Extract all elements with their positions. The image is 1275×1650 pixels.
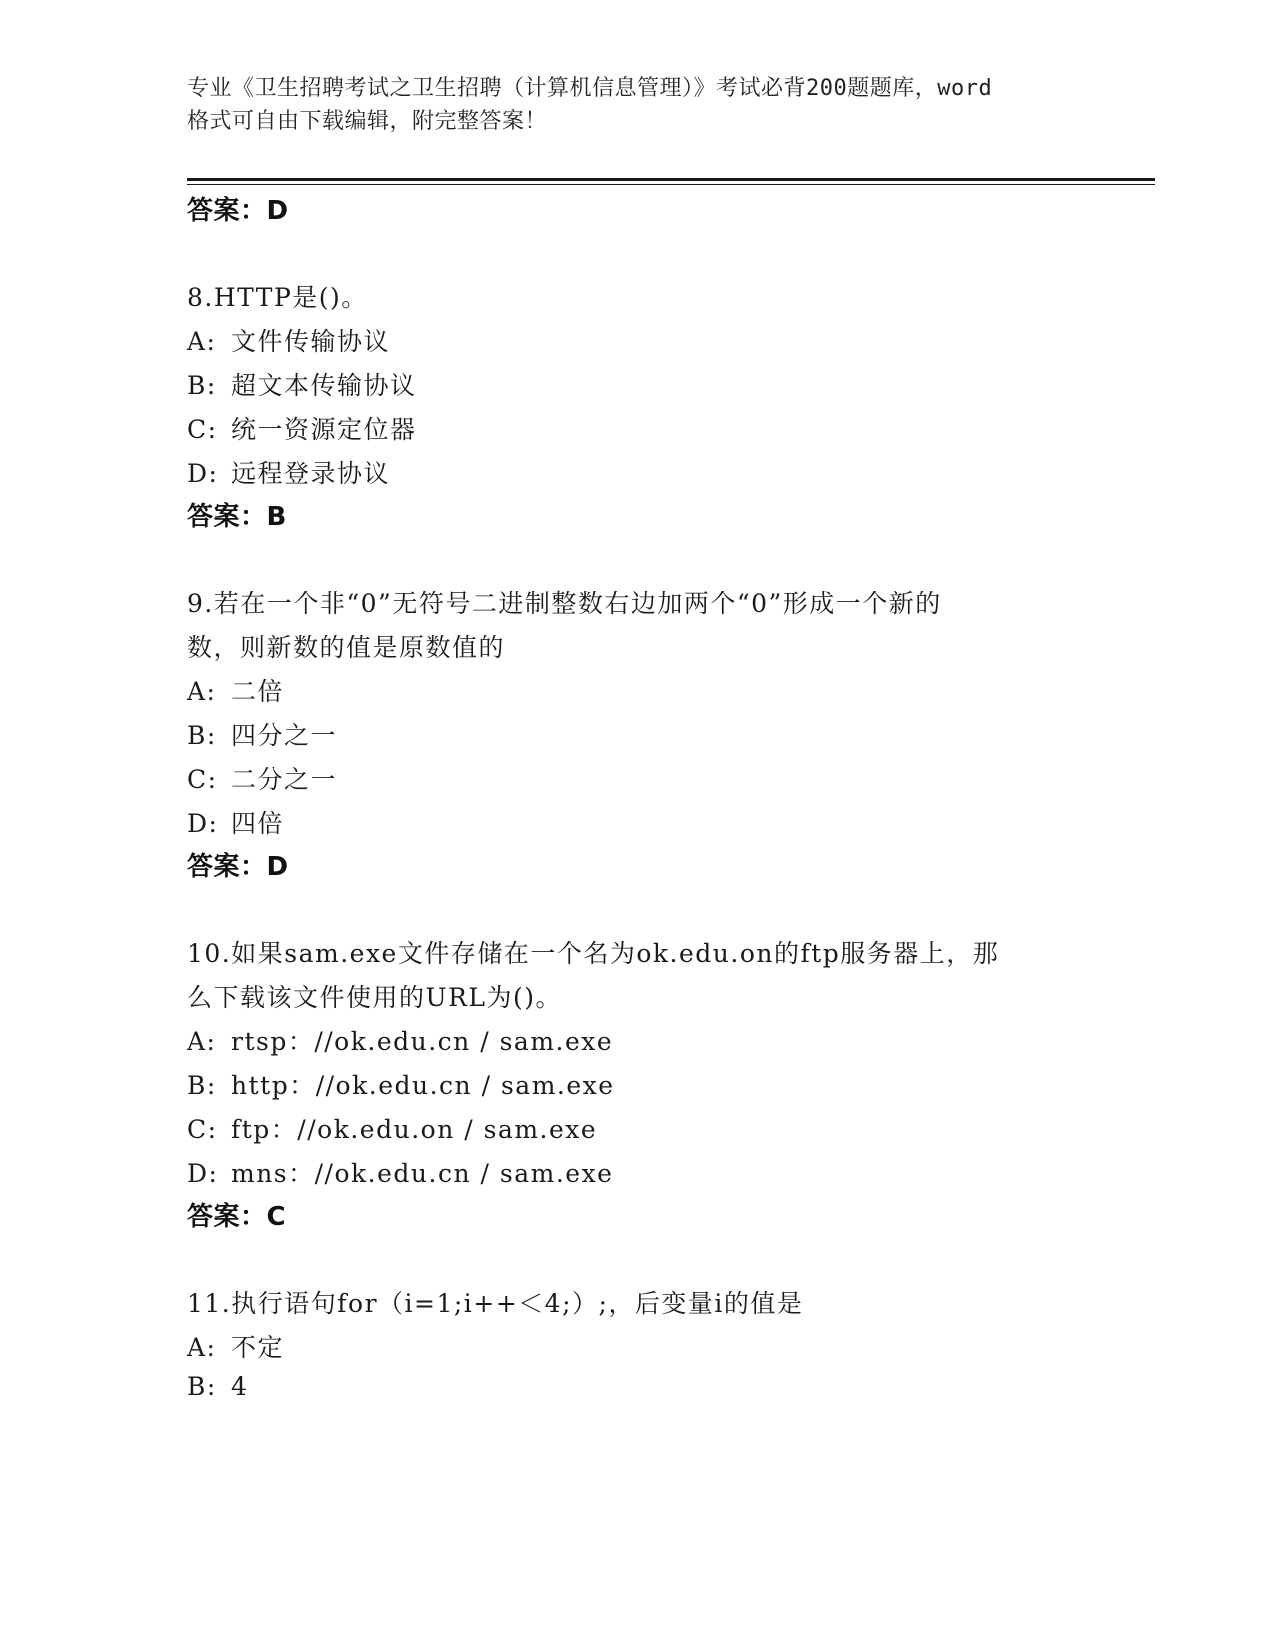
option-text: rtsp：//ok.edu.cn / sam.exe: [231, 1027, 614, 1056]
question-11-option-a: [187, 1328, 284, 1364]
question-10-stem-line-1: 10.如果sam.exe文件存储在一个名为ok.edu.on的ftp服务器上，那: [187, 939, 1000, 968]
previous-answer: 答案：D: [187, 196, 289, 226]
question-10-option-a: [187, 1022, 613, 1058]
header-rule-thin: [187, 184, 1155, 185]
option-letter: C:: [187, 765, 218, 794]
question-10-option-c: [187, 1110, 597, 1146]
option-letter: B:: [187, 721, 217, 750]
option-text: 二分之一: [231, 765, 338, 794]
option-text: 四倍: [231, 809, 285, 838]
option-letter: A:: [187, 1027, 217, 1056]
question-10-option-d: [187, 1154, 613, 1190]
option-letter: B:: [187, 1071, 217, 1100]
question-11-stem: 11.执行语句for（i=1;i++＜4;）;，后变量i的值是: [187, 1289, 804, 1318]
question-9-stem-line-2: 数，则新数的值是原数值的: [187, 633, 506, 662]
header-line-1: 专业《卫生招聘考试之卫生招聘（计算机信息管理）》考试必背200题题库，word: [187, 76, 993, 101]
option-text: 四分之一: [231, 721, 338, 750]
option-letter: D:: [187, 1159, 219, 1188]
option-text: 4: [231, 1372, 249, 1401]
option-text: 统一资源定位器: [231, 415, 417, 444]
question-8-stem: 8.HTTP是()。: [187, 283, 368, 312]
question-8-option-b: [187, 366, 417, 402]
option-letter: A:: [187, 327, 217, 356]
option-letter: C:: [187, 1115, 218, 1144]
option-text: 二倍: [231, 677, 285, 706]
question-8-answer: 答案：B: [187, 502, 287, 532]
option-letter: D:: [187, 459, 219, 488]
option-text: ftp：//ok.edu.on / sam.exe: [231, 1115, 598, 1144]
option-text: 远程登录协议: [231, 459, 391, 488]
option-letter: A:: [187, 677, 217, 706]
option-text: 不定: [231, 1333, 285, 1362]
question-9-answer: 答案：D: [187, 852, 289, 882]
option-text: http：//ok.edu.cn / sam.exe: [231, 1071, 615, 1100]
header-rule-thick: [187, 178, 1155, 181]
document-header: [187, 72, 1087, 138]
question-8-option-d: [187, 454, 390, 490]
question-9-option-d: [187, 804, 284, 840]
option-letter: D:: [187, 809, 219, 838]
question-9-option-b: [187, 716, 337, 752]
question-9-option-a: [187, 672, 284, 708]
question-10-option-b: [187, 1066, 615, 1102]
option-text: 超文本传输协议: [231, 371, 417, 400]
question-9-option-c: [187, 760, 337, 796]
option-text: mns：//ok.edu.cn / sam.exe: [231, 1159, 614, 1188]
option-text: 文件传输协议: [231, 327, 391, 356]
option-letter: B:: [187, 371, 217, 400]
question-8-option-c: [187, 410, 417, 446]
question-10-stem-line-2: 么下载该文件使用的URL为()。: [187, 983, 563, 1012]
question-8-option-a: [187, 322, 390, 358]
question-10-answer: 答案：C: [187, 1202, 287, 1232]
question-9-stem-line-1: 9.若在一个非“0”无符号二进制整数右边加两个“0”形成一个新的: [187, 589, 942, 618]
header-line-2: 格式可自由下载编辑，附完整答案！: [187, 109, 548, 134]
option-letter: B:: [187, 1372, 217, 1401]
option-letter: A:: [187, 1333, 217, 1362]
question-11-option-b: [187, 1372, 248, 1401]
option-letter: C:: [187, 415, 218, 444]
